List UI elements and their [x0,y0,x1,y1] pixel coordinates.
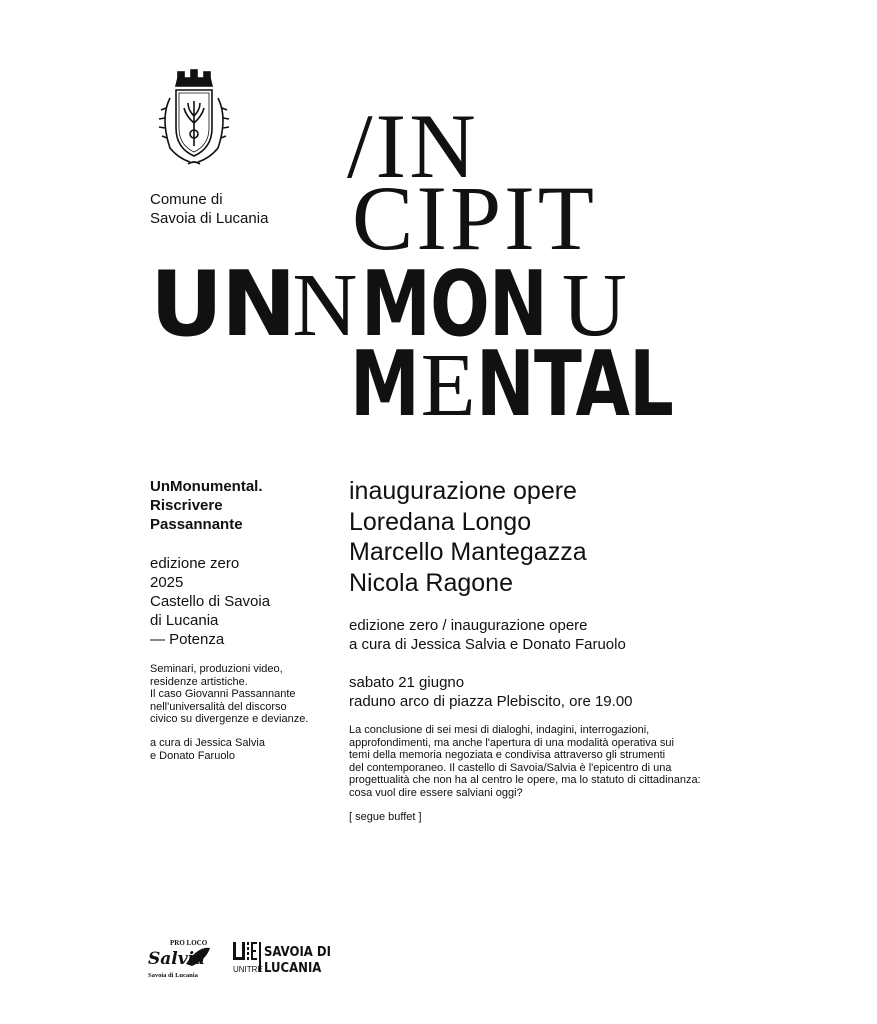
title-part: UN [150,252,295,357]
title-part: M [350,332,420,437]
curators-credit: a cura di Jessica Salvia e Donato Faruolo [150,737,265,762]
municipality-name: Comune di Savoia di Lucania [150,191,269,227]
title-part: NTAL [475,332,673,437]
event-subtitle: edizione zero / inaugurazione opere a cura di Jessica Salvia e Donato Faruolo [349,617,626,653]
title-line-2: CIPIT [352,167,597,269]
title-part: MON [361,252,548,357]
unitre-label: UNITRE [233,965,263,974]
event-description: La conclusione di sei mesi di dialoghi, indagini, interrogazioni, approfondimenti, ma anche l'apertura di una modalità operativa sui temi della memoria negoziata e condivisa attraverso gli strumenti del contemporaneo. Il castello di Savoia/Salvia è l'epicentro di una progettualità che non ha al centro le opere, ma lo statuto di cittadinanza: cosa vuol dire essere salviani oggi? [349,724,701,799]
project-title: UnMonumental. Riscrivere Passannante [150,478,263,533]
title-part: U [561,256,627,355]
coat-of-arms-icon [148,68,240,170]
title-line-1: /IN [347,95,479,197]
seminar-description: Seminari, produzioni video, residenze artistiche. Il caso Giovanni Passannante nell'universalità del discorso civico su divergenze e devianze. [150,663,309,725]
proloco-top-text: PRO LOCO [170,939,208,947]
artists-list: inaugurazione opere Loredana Longo Marcello Mantegazza Nicola Ragone [349,477,587,597]
event-date: sabato 21 giugno raduno arco di piazza Plebiscito, ore 19.00 [349,674,633,710]
edition-info: edizione zero 2025 Castello di Savoia di Lucania — Potenza [150,555,271,648]
proloco-bottom-text: Savoia di Lucania [148,972,198,979]
unitre-name-line-1: SAVOIA DI [264,944,331,960]
title-part: N [292,256,358,355]
proloco-script-text: Salvia [148,949,206,969]
title-line-4 [350,332,728,437]
title-part: E [420,336,476,435]
unitre-logo-icon [232,940,334,976]
buffet-note: [ segue buffet ] [349,811,422,823]
unitre-name-line-2: LUCANIA [264,960,322,976]
proloco-logo-icon [146,936,216,980]
